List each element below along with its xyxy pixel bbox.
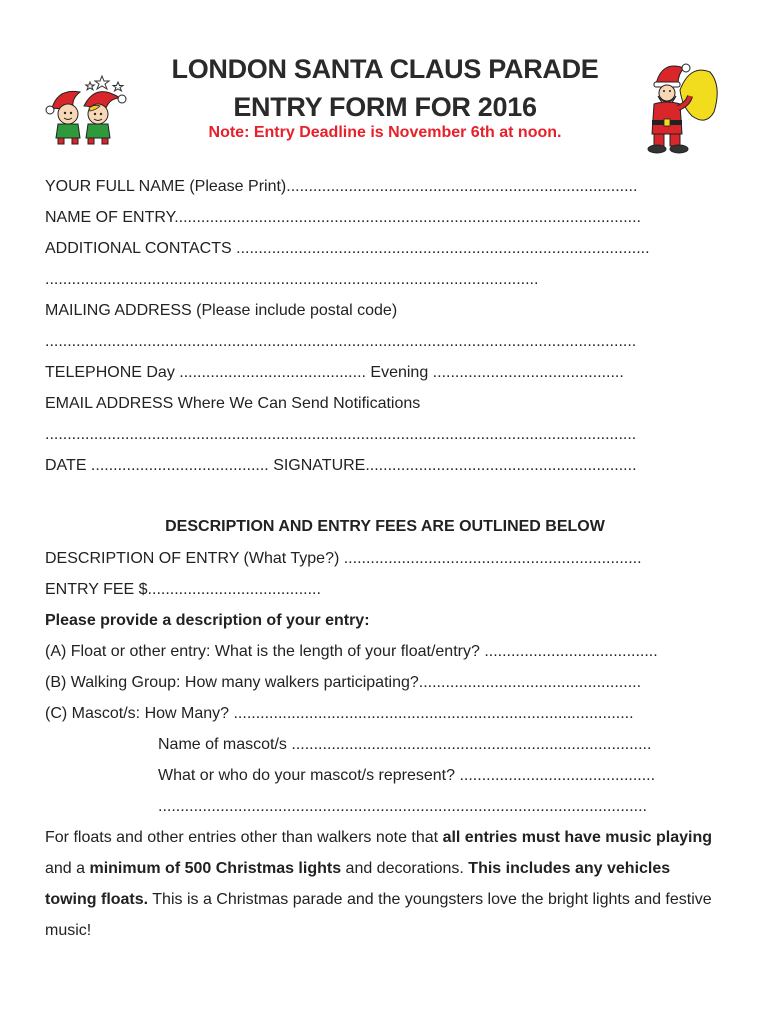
- additional-contacts-field[interactable]: ADDITIONAL CONTACTS .............................................................................................: [45, 240, 650, 257]
- full-name-field[interactable]: YOUR FULL NAME (Please Print)...............................................................................: [45, 178, 638, 195]
- note-text-2: and a: [45, 860, 90, 877]
- form-title-line2: ENTRY FORM FOR 2016: [233, 92, 537, 122]
- mascot-extra-line[interactable]: ..............................................................................................................: [158, 798, 647, 815]
- date-signature-field[interactable]: DATE ........................................ SIGNATURE.............................................................: [45, 457, 637, 474]
- note-bold-vehicles: This includes any vehicles towing floats.: [45, 860, 671, 908]
- note-bold-music: all entries must have music playing: [442, 829, 712, 846]
- entry-name-field[interactable]: NAME OF ENTRY.........................................................................................................: [45, 209, 641, 226]
- walking-group-field[interactable]: (B) Walking Group: How many walkers participating?..................................................: [45, 674, 642, 691]
- mascot-represent-field[interactable]: What or who do your mascot/s represent? ............................................: [158, 767, 656, 784]
- entry-fee-field[interactable]: ENTRY FEE $.......................................: [45, 581, 321, 598]
- note-bold-lights: minimum of 500 Christmas lights: [89, 860, 342, 877]
- mascot-count-field[interactable]: (C) Mascot/s: How Many? ..........................................................................................: [45, 705, 634, 722]
- form-title-line1: LONDON SANTA CLAUS PARADE: [171, 54, 599, 84]
- mailing-address-label: MAILING ADDRESS (Please include postal code): [45, 302, 398, 319]
- email-label: EMAIL ADDRESS Where We Can Send Notifications: [45, 395, 421, 412]
- telephone-field[interactable]: TELEPHONE Day .......................................... Evening ...........................................: [45, 364, 624, 381]
- mascot-name-field[interactable]: Name of mascot/s .................................................................................: [158, 736, 652, 753]
- note-text-1: For floats and other entries other than walkers note that: [45, 829, 443, 846]
- deadline-note: Note: Entry Deadline is November 6th at noon.: [208, 124, 562, 141]
- description-heading: DESCRIPTION AND ENTRY FEES ARE OUTLINED BELOW: [165, 518, 605, 535]
- float-length-field[interactable]: (A) Float or other entry: What is the length of your float/entry? .......................................: [45, 643, 658, 660]
- description-prompt: Please provide a description of your entry:: [45, 612, 370, 629]
- additional-contacts-continuation[interactable]: ...............................................................................................................: [45, 271, 539, 288]
- email-field[interactable]: .....................................................................................................................................: [45, 426, 637, 443]
- note-text-3: and decorations.: [341, 860, 469, 877]
- mailing-address-field[interactable]: .....................................................................................................................................: [45, 333, 637, 350]
- note-text-4: This is a Christmas parade and the youngsters love the bright lights and festive music!: [45, 891, 712, 939]
- description-field[interactable]: DESCRIPTION OF ENTRY (What Type?) ...................................................................: [45, 550, 642, 567]
- requirements-note: [45, 822, 725, 946]
